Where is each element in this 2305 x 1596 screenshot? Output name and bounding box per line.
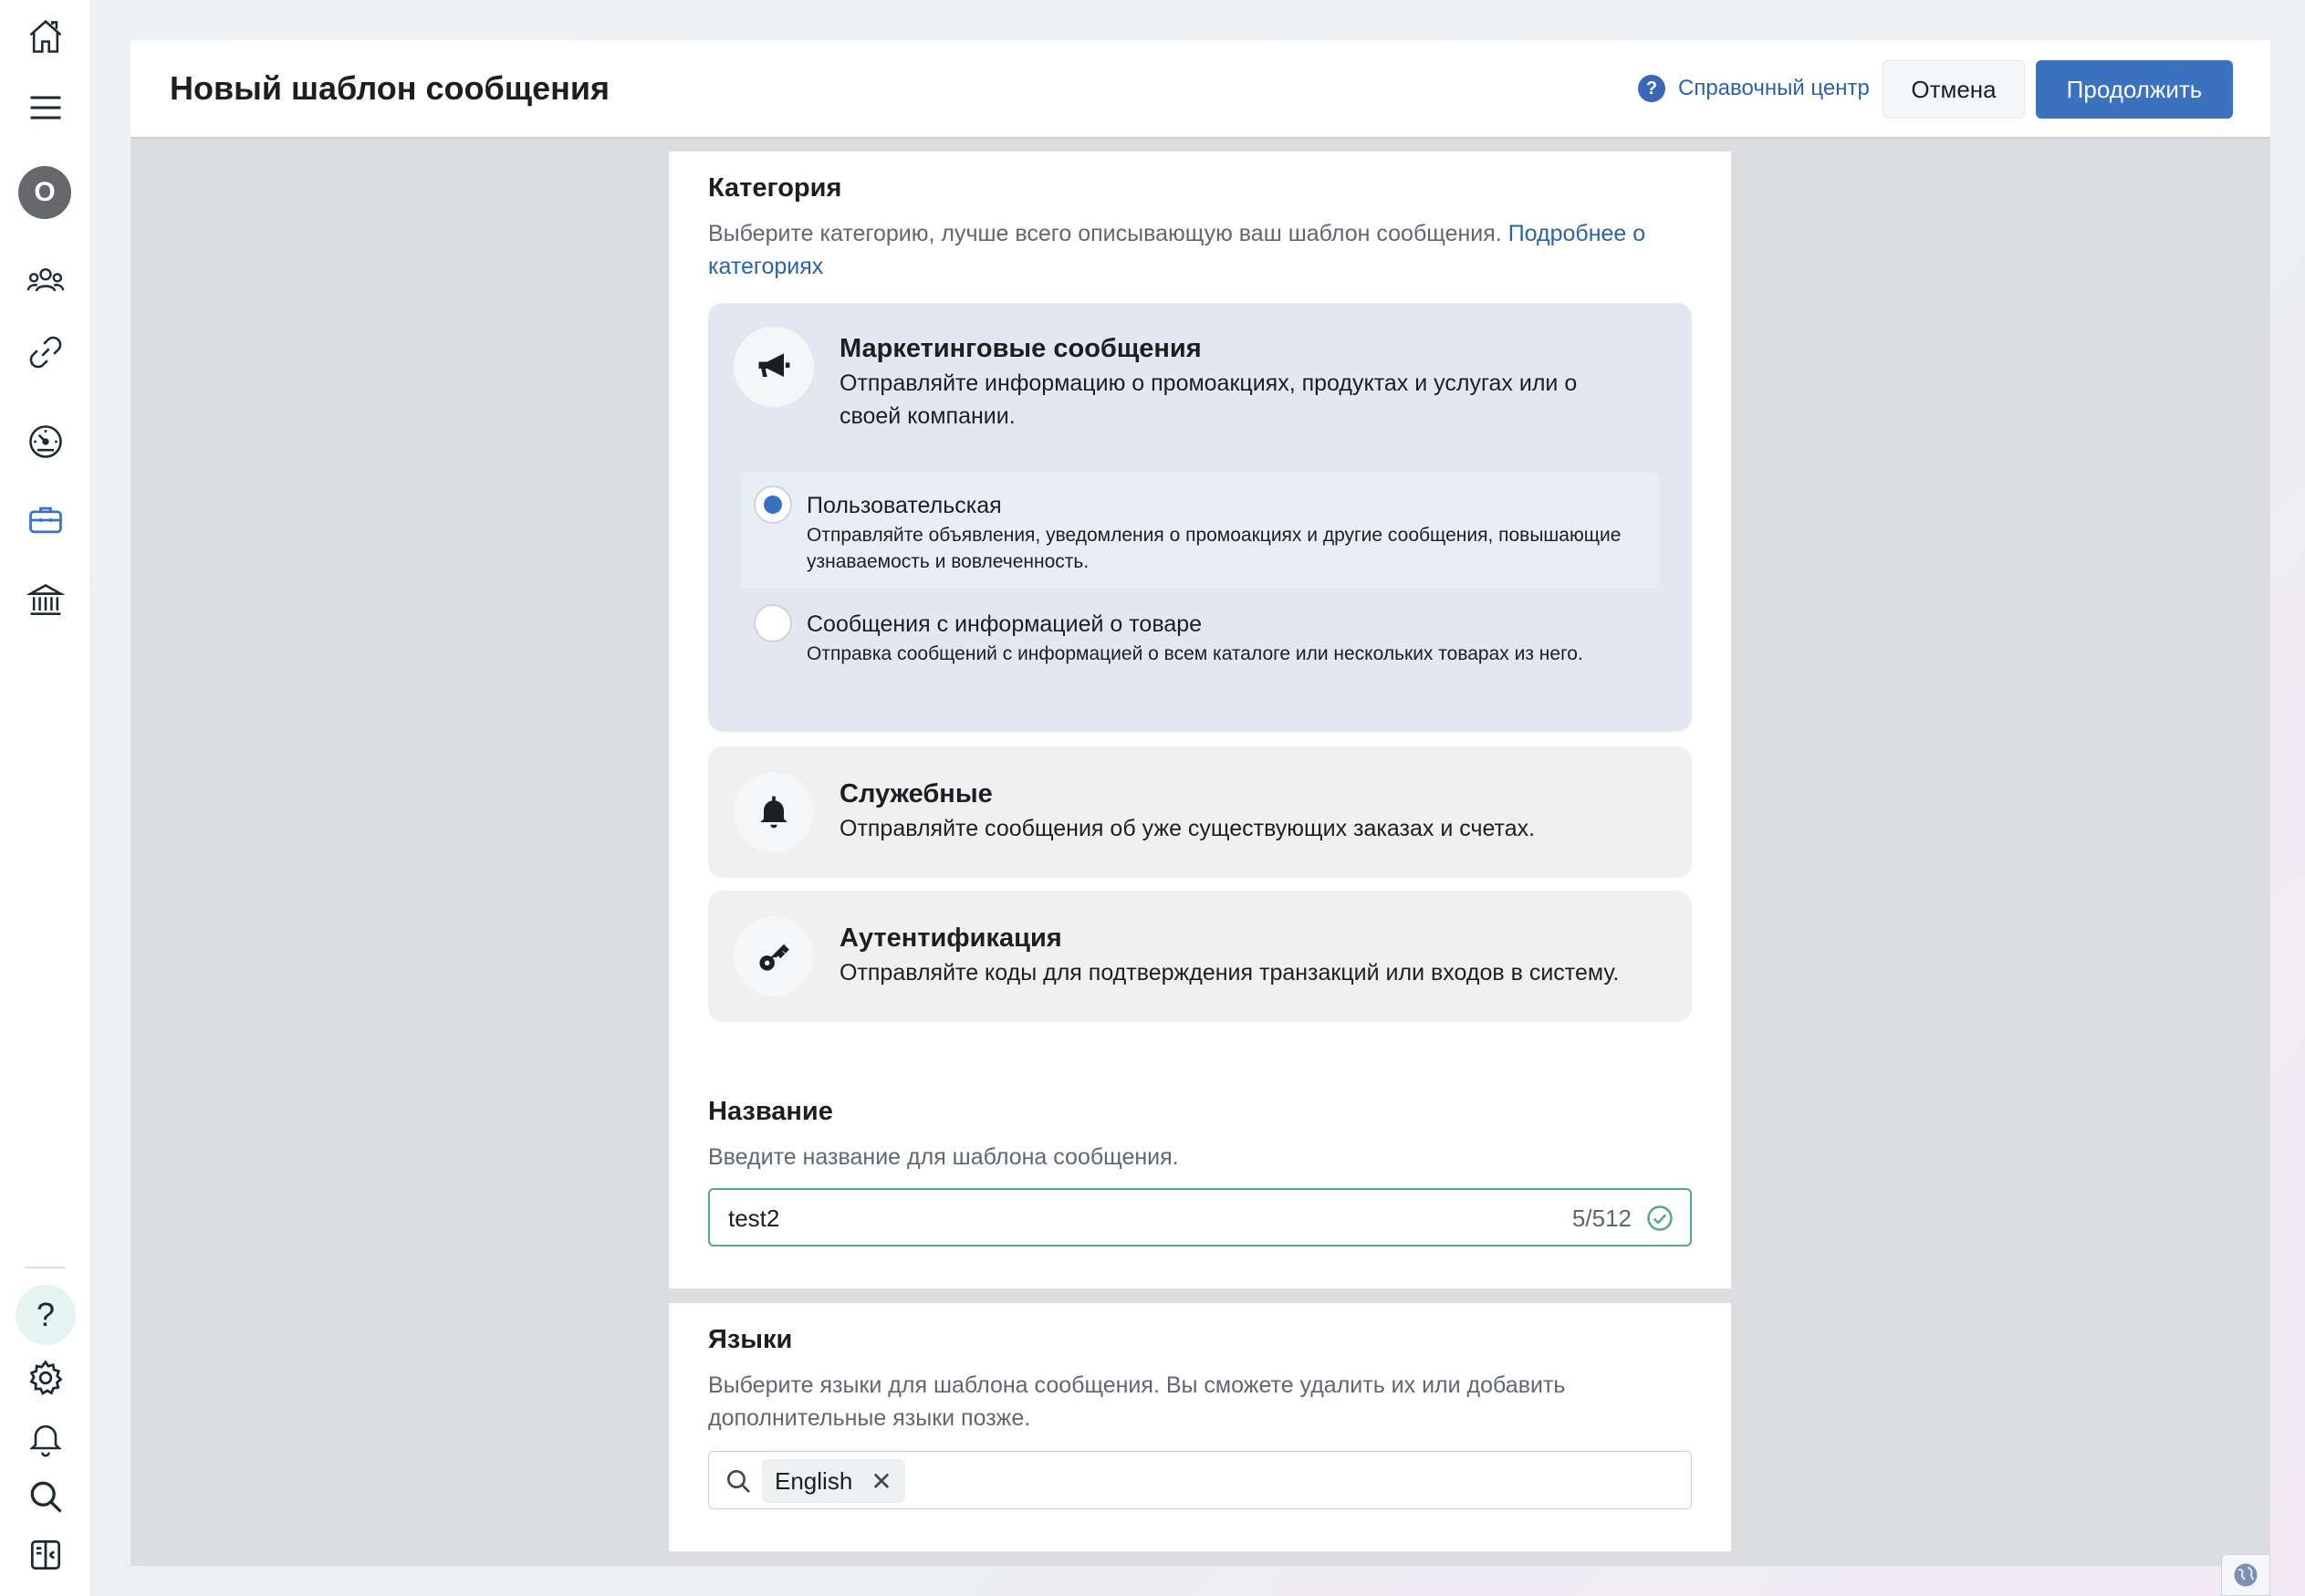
option-custom-description: Отправляйте объявления, уведомления о промоакциях и другие сообщения, повышающие узнаваемость и вовлеченность. <box>807 525 1622 572</box>
panel-icon[interactable] <box>18 1528 73 1582</box>
category-description <box>708 217 1703 283</box>
dashboard-icon[interactable] <box>18 414 73 469</box>
menu-icon[interactable] <box>18 80 73 135</box>
category-title: Категория <box>708 173 842 203</box>
category-utility-description: Отправляйте сообщения об уже существующих заказах и счетах. <box>840 816 1536 841</box>
gear-icon[interactable] <box>18 1351 73 1405</box>
help-center-link[interactable] <box>1638 75 1870 102</box>
bell-icon[interactable] <box>18 1411 73 1466</box>
radio-selected-dot <box>764 495 782 514</box>
help-icon[interactable]: ? <box>16 1285 76 1345</box>
top-bar <box>130 40 2270 139</box>
people-icon[interactable] <box>18 254 73 308</box>
category-marketing-title: Маркетинговые сообщения <box>840 334 1202 363</box>
bank-icon[interactable] <box>18 573 73 628</box>
template-editor-frame <box>130 40 2270 1566</box>
languages-title: Языки <box>708 1325 793 1354</box>
language-chip-label: English <box>775 1466 853 1495</box>
category-learn-more-link[interactable]: Подробнее о категориях <box>708 221 1646 279</box>
language-chip <box>762 1459 905 1503</box>
rail-divider <box>26 1267 66 1268</box>
radio-custom[interactable] <box>754 485 792 524</box>
help-center-label: Справочный центр <box>1678 76 1870 100</box>
template-name-value: test2 <box>728 1205 780 1232</box>
search-icon <box>724 1466 753 1496</box>
languages-description: Выберите языки для шаблона сообщения. Вы сможете удалить их или добавить дополнительные языки позже. <box>708 1372 1566 1431</box>
megaphone-icon <box>734 327 814 407</box>
cancel-button[interactable]: Отмена <box>1883 60 2025 119</box>
radio-product-messages[interactable] <box>754 604 792 642</box>
category-authentication[interactable] <box>708 891 1692 1022</box>
avatar[interactable]: O <box>18 166 71 219</box>
briefcase-icon[interactable] <box>18 493 73 548</box>
option-product-messages[interactable] <box>741 591 1659 706</box>
key-icon <box>734 916 814 996</box>
category-authentication-title: Аутентификация <box>840 923 1062 953</box>
search-icon[interactable] <box>18 1469 73 1524</box>
category-marketing[interactable] <box>708 303 1692 732</box>
name-title: Название <box>708 1097 833 1126</box>
category-utility[interactable] <box>708 746 1692 878</box>
remove-language-icon[interactable]: ✕ <box>871 1466 892 1496</box>
left-nav-rail <box>0 0 91 1596</box>
category-authentication-description: Отправляйте коды для подтверждения транзакций или входов в систему. <box>840 960 1620 986</box>
option-custom-title: Пользовательская <box>807 493 1002 518</box>
page-title: Новый шаблон сообщения <box>170 69 610 107</box>
home-icon[interactable] <box>18 9 73 64</box>
name-description: Введите название для шаблона сообщения. <box>708 1144 1179 1170</box>
category-description-text: Выберите категорию, лучше всего описывающую ваш шаблон сообщения. <box>708 221 1502 246</box>
languages-section <box>669 1303 1731 1551</box>
category-section <box>669 151 1731 1101</box>
help-circle-icon: ? <box>1638 75 1665 102</box>
template-name-input[interactable] <box>708 1188 1692 1247</box>
name-section <box>669 1075 1731 1288</box>
languages-input[interactable] <box>708 1451 1692 1509</box>
character-counter: 5/512 <box>1571 1205 1632 1232</box>
category-utility-title: Служебные <box>840 779 993 808</box>
option-product-title: Сообщения с информацией о товаре <box>807 611 1203 637</box>
option-product-description: Отправка сообщений с информацией о всем каталоге или нескольких товарах из него. <box>807 643 1583 664</box>
option-custom[interactable] <box>741 473 1659 588</box>
check-circle-icon <box>1646 1205 1674 1232</box>
continue-button[interactable]: Продолжить <box>2036 60 2233 119</box>
globe-icon[interactable] <box>2221 1554 2270 1596</box>
link-icon[interactable] <box>18 325 73 380</box>
bell-icon <box>734 772 814 852</box>
category-marketing-description: Отправляйте информацию о промоакциях, продуктах и услугах или о своей компании. <box>840 370 1578 429</box>
